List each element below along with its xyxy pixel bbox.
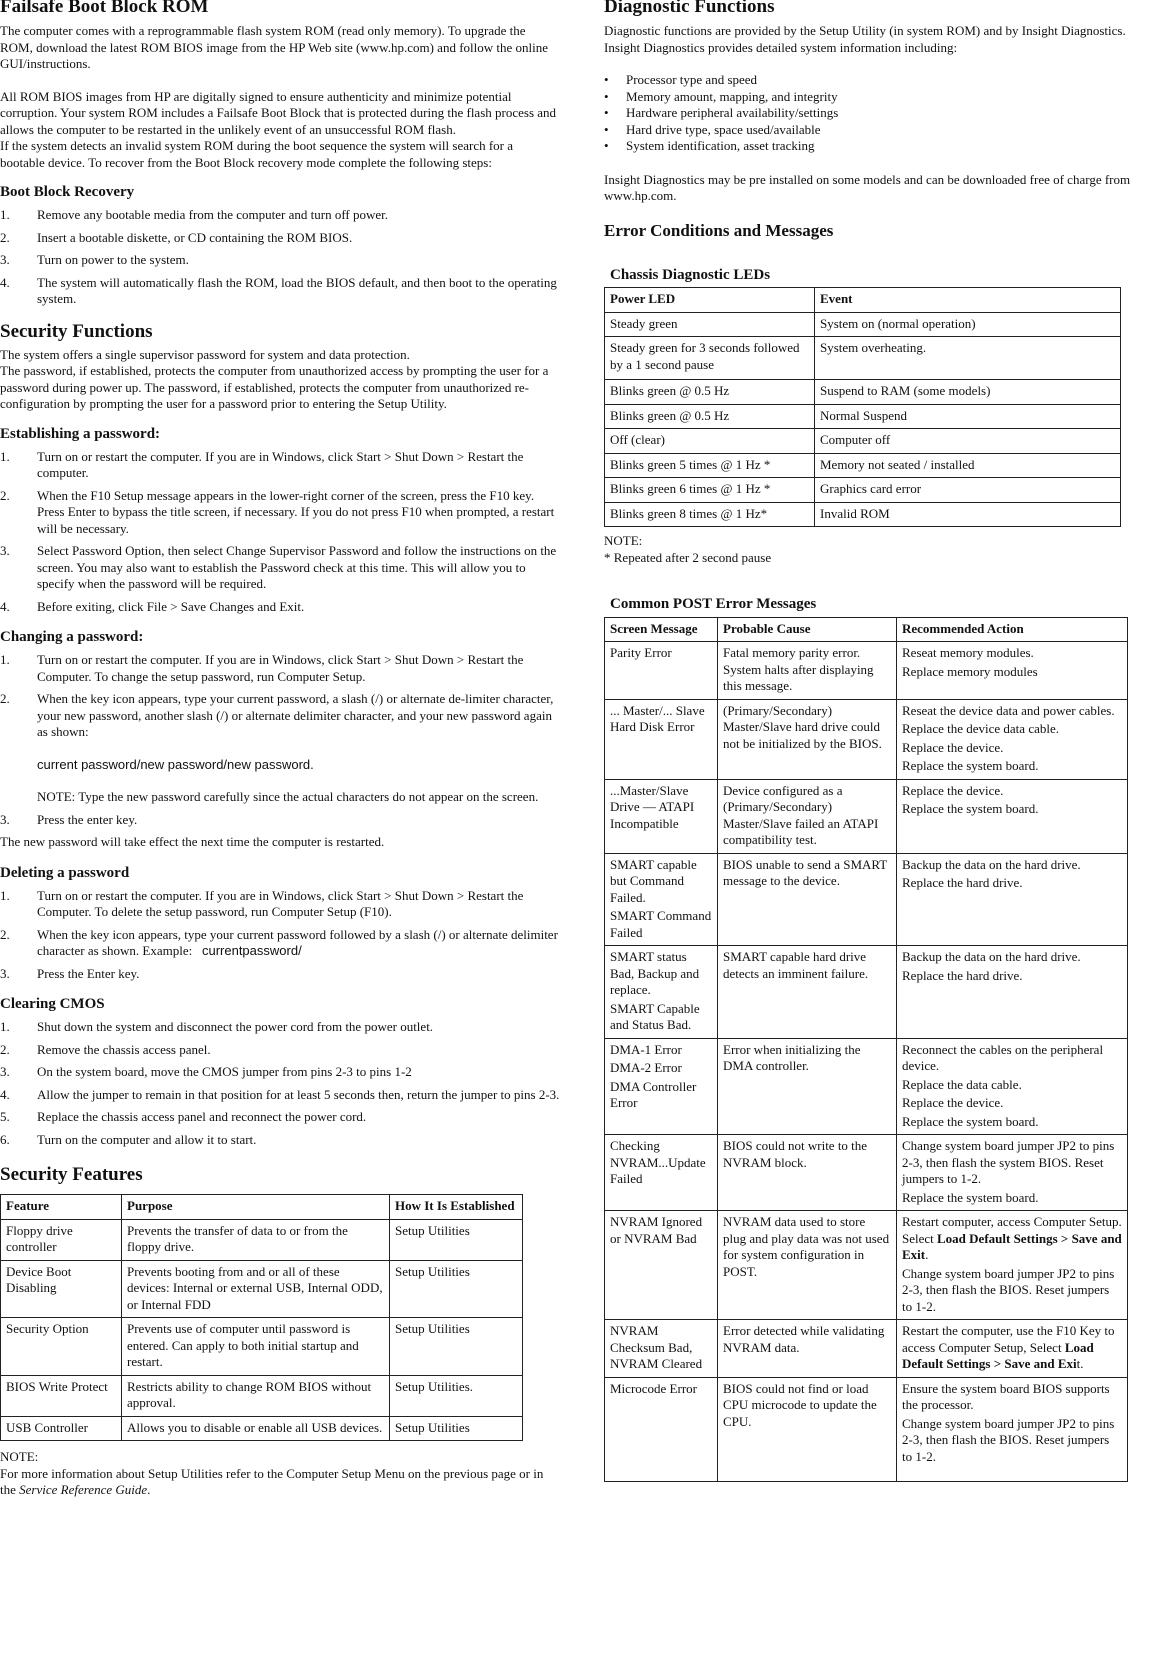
recommended-action: Replace the data cable.: [902, 1076, 1022, 1092]
table-row: [605, 404, 1121, 429]
recommended-action: Replace the hard drive.: [902, 875, 1023, 890]
table-row: [1, 1260, 523, 1318]
table-cell: Blinks green 6 times @ 1 Hz *: [605, 478, 815, 503]
table-cell: USB Controller: [1, 1416, 122, 1441]
recommended-action: Backup the data on the hard drive.: [902, 949, 1081, 964]
table-header-row: [1, 1195, 523, 1220]
deleting-list: [0, 888, 560, 983]
table-cell: [897, 1135, 1128, 1211]
table-row: [605, 699, 1128, 779]
recommended-action: Change system board jumper JP2 to pins 2-3, then flash the BIOS. Reset jumpers to 1-2.: [902, 1265, 1115, 1314]
table-row: [605, 502, 1121, 527]
table-cell: BIOS could not write to the NVRAM block.: [718, 1135, 897, 1211]
table-cell: BIOS unable to send a SMART message to the device.: [718, 853, 897, 946]
screen-message: NVRAM Checksum Bad, NVRAM Cleared: [610, 1323, 703, 1371]
leds-note: * Repeated after 2 second pause: [604, 549, 772, 565]
security-features-title: Security Features: [0, 1164, 143, 1185]
table-cell: [605, 1211, 718, 1320]
recommended-action: Replace the system board.: [902, 1189, 1039, 1205]
changing-after: The new password will take effect the next time the computer is restarted.: [0, 834, 385, 849]
table-cell: [897, 946, 1128, 1039]
table-cell: Restricts ability to change ROM BIOS without approval.: [122, 1375, 390, 1416]
table-cell: System overheating.: [815, 337, 1121, 380]
table-cell: Graphics card error: [815, 478, 1121, 503]
table-cell: Suspend to RAM (some models): [815, 380, 1121, 405]
table-cell: Setup Utilities: [390, 1260, 523, 1318]
table-cell: Setup Utilities.: [390, 1375, 523, 1416]
recommended-action: Restart computer, access Computer Setup. Select Load Default Settings > Save and Exit.: [902, 1214, 1122, 1262]
screen-message: Microcode Error: [610, 1380, 697, 1396]
table-cell: NVRAM data used to store plug and play data was not used for system configuration in POST.: [718, 1211, 897, 1320]
change-password-example: current password/new password/new password.: [37, 756, 314, 772]
table-cell: Setup Utilities: [390, 1318, 523, 1376]
table-row: [605, 642, 1128, 700]
diagnostic-bullets: [604, 72, 1158, 155]
cmos-title: Clearing CMOS: [0, 996, 105, 1012]
table-cell: [605, 1038, 718, 1135]
recommended-action: Reseat memory modules.: [902, 645, 1034, 660]
list-item: 4. The system will automatically flash the ROM, load the BIOS default, and then boot to the operating system.: [0, 274, 557, 306]
security-functions-p2: The password, if established, protects the computer from unauthorized access by prompting the user for a password during power up. The password, if established, protects the computer from unauthorized re-configuration by prompting the user for a password prior to entering the Setup Utility.: [0, 363, 549, 411]
list-item: 5. Replace the chassis access panel and reconnect the power cord.: [0, 1109, 367, 1124]
table-cell: Security Option: [1, 1318, 122, 1376]
table-row: [605, 1038, 1128, 1135]
table-header: Purpose: [122, 1195, 390, 1220]
table-row: [605, 312, 1121, 337]
right-column: [604, 0, 1158, 1482]
table-cell: Error detected while validating NVRAM data.: [718, 1320, 897, 1378]
leds-caption: Chassis Diagnostic LEDs: [610, 266, 771, 283]
leds-note-label: NOTE:: [604, 533, 643, 548]
list-item: 2. When the F10 Setup message appears in the lower-right corner of the screen, press the F10 key. Press Enter to bypass the title screen, if necessary. If you do not press F10 when prompted, a restart will be necessary.: [0, 487, 555, 536]
table-cell: Blinks green 5 times @ 1 Hz *: [605, 453, 815, 478]
table-row: [605, 478, 1121, 503]
recommended-action: Change system board jumper JP2 to pins 2-3, then flash the BIOS. Reset jumpers to 1-2.: [902, 1415, 1115, 1464]
screen-message: DMA-2 Error: [610, 1060, 682, 1075]
table-cell: Allows you to disable or enable all USB devices.: [122, 1416, 390, 1441]
chassis-leds-table: [604, 287, 1121, 527]
screen-message: Parity Error: [610, 645, 672, 660]
recommended-action: Replace the device data cable.: [902, 721, 1059, 736]
security-functions-p1: The system offers a single supervisor password for system and data protection.: [0, 346, 410, 362]
screen-message: SMART Command Failed: [610, 908, 712, 940]
table-cell: Setup Utilities: [390, 1416, 523, 1441]
boot-recovery-title: Boot Block Recovery: [0, 184, 135, 200]
table-header: Feature: [1, 1195, 122, 1220]
screen-message: SMART capable but Command Failed.: [610, 856, 697, 905]
error-conditions-title: Error Conditions and Messages: [604, 220, 834, 240]
screen-message: ... Master/... Slave Hard Disk Error: [610, 702, 705, 734]
list-item: 1. Turn on or restart the computer. If you are in Windows, click Start > Shut Down > Restart the computer.: [0, 448, 524, 480]
table-cell: SMART capable hard drive detects an imminent failure.: [718, 946, 897, 1039]
table-cell: [897, 779, 1128, 853]
list-item: 3. Turn on power to the system.: [0, 252, 189, 267]
table-header: Screen Message: [605, 617, 718, 642]
list-item: 4. Allow the jumper to remain in that position for at least 5 seconds then, return the jumper to pins 2-3.: [0, 1086, 560, 1102]
delete-password-example: currentpassword/: [201, 943, 302, 958]
list-item: 1. Turn on or restart the computer. If you are in Windows, click Start > Shut Down > Restart the Computer. To delete the setup password, run Computer Setup (F10).: [0, 887, 524, 919]
table-row: [605, 1135, 1128, 1211]
list-item: 1. Shut down the system and disconnect the power cord from the power outlet.: [0, 1019, 434, 1034]
recommended-action: Backup the data on the hard drive.: [902, 856, 1081, 872]
table-cell: Device configured as a (Primary/Secondary) Master/Slave failed an ATAPI compatibility test.: [718, 779, 897, 853]
table-header: Power LED: [605, 288, 815, 313]
list-item: 2. Remove the chassis access panel.: [0, 1041, 211, 1057]
service-guide-ref: Service Reference Guide: [19, 1482, 148, 1497]
table-cell: [897, 1377, 1128, 1482]
features-note-label: NOTE:: [0, 1449, 39, 1464]
table-row: [605, 1320, 1128, 1378]
recommended-action: Restart the computer, use the F10 Key to access Computer Setup, Select Load Default Settings > Save and Exit.: [902, 1323, 1115, 1371]
table-cell: [605, 1135, 718, 1211]
screen-message: ...Master/Slave Drive — ATAPI Incompatible: [610, 782, 695, 831]
table-row: [605, 1211, 1128, 1320]
recommended-action: Replace the device.: [902, 782, 1004, 798]
post-errors-table: [604, 617, 1128, 1483]
diagnostic-title: Diagnostic Functions: [604, 0, 775, 17]
post-caption: Common POST Error Messages: [610, 596, 817, 612]
table-cell: [897, 1038, 1128, 1135]
table-row: [1, 1416, 523, 1441]
table-cell: [605, 853, 718, 946]
table-cell: [897, 1320, 1128, 1378]
table-cell: Setup Utilities: [390, 1219, 523, 1260]
table-cell: [897, 1211, 1128, 1320]
establishing-title: Establishing a password:: [0, 425, 161, 442]
table-cell: Prevents the transfer of data to or from the floppy drive.: [122, 1219, 390, 1260]
list-item: • System identification, asset tracking: [604, 138, 815, 153]
failsafe-p2: All ROM BIOS images from HP are digitally signed to ensure authenticity and minimize potential corruption. Your system ROM includes a Failsafe Boot Block that is protected during the flash process and allows the computer to be restarted in the unlikely event of an unsuccessful ROM flash.: [0, 88, 557, 137]
table-cell: System on (normal operation): [815, 312, 1121, 337]
table-cell: Steady green for 3 seconds followed by a 1 second pause: [605, 337, 815, 380]
changing-title: Changing a password:: [0, 629, 144, 645]
recommended-action: Reseat the device data and power cables.: [902, 702, 1115, 718]
list-item: 3. Press the Enter key.: [0, 965, 140, 981]
table-cell: Memory not seated / installed: [815, 453, 1121, 478]
table-cell: [605, 1320, 718, 1378]
list-item: • Memory amount, mapping, and integrity: [604, 88, 838, 104]
table-header: Recommended Action: [897, 617, 1128, 642]
table-cell: [605, 699, 718, 779]
changing-list: [0, 652, 560, 828]
table-row: [1, 1219, 523, 1260]
table-row: [605, 853, 1128, 946]
list-item: 3. Press the enter key.: [0, 811, 138, 827]
recommended-action: Replace the device.: [902, 1095, 1004, 1110]
recommended-action: Replace the device.: [902, 739, 1004, 755]
features-note: For more information about Setup Utilities refer to the Computer Setup Menu on the previous page or in the Service Reference Guide.: [0, 1465, 544, 1497]
table-cell: Device Boot Disabling: [1, 1260, 122, 1318]
table-cell: Floppy drive controller: [1, 1219, 122, 1260]
list-item: • Processor type and speed: [604, 72, 758, 87]
boot-recovery-list: [0, 207, 560, 308]
failsafe-p3: If the system detects an invalid system ROM during the boot sequence the system will search for a bootable device. To recover from the Boot Block recovery mode complete the following steps:: [0, 138, 514, 170]
table-cell: [897, 853, 1128, 946]
failsafe-p1: The computer comes with a reprogrammable flash system ROM (read only memory). To upgrade the ROM, download the latest ROM BIOS image from the HP Web site (www.hp.com) and follow the online GUI/instructions.: [0, 23, 549, 71]
table-cell: Fatal memory parity error. System halts after displaying this message.: [718, 642, 897, 700]
list-item: 3. On the system board, move the CMOS jumper from pins 2-3 to pins 1-2: [0, 1064, 412, 1079]
table-row: [605, 1377, 1128, 1482]
table-header: Event: [815, 288, 1121, 313]
recommended-action: Replace the system board.: [902, 758, 1039, 773]
table-cell: [897, 642, 1128, 700]
screen-message: SMART status Bad, Backup and replace.: [610, 949, 700, 997]
table-header: Probable Cause: [718, 617, 897, 642]
screen-message: DMA Controller Error: [610, 1078, 697, 1110]
failsafe-title: Failsafe Boot Block ROM: [0, 0, 209, 17]
security-features-table: [0, 1194, 523, 1441]
table-cell: [605, 1377, 718, 1482]
table-cell: Computer off: [815, 429, 1121, 454]
diagnostic-p1: Diagnostic functions are provided by the Setup Utility (in system ROM) and by Insight Diagnostics. Insight Diagnostics provides detailed system information including:: [604, 23, 1126, 55]
table-row: [605, 946, 1128, 1039]
list-item: 1. Remove any bootable media from the computer and turn off power.: [0, 207, 389, 222]
security-functions-title: Security Functions: [0, 320, 153, 342]
list-item: 2. When the key icon appears, type your current password followed by a slash (/) or alternate delimiter character as shown. Example: currentpassword/: [0, 926, 558, 958]
list-item: 2. Insert a bootable diskette, or CD containing the ROM BIOS.: [0, 229, 353, 245]
left-column: [0, 0, 560, 1499]
table-cell: Prevents use of computer until password is entered. Can apply to both initial startup and restart.: [122, 1318, 390, 1376]
table-cell: (Primary/Secondary) Master/Slave hard drive could not be initialized by the BIOS.: [718, 699, 897, 779]
change-password-note: NOTE: Type the new password carefully since the actual characters do not appear on the screen.: [37, 789, 539, 804]
list-item: 3. Select Password Option, then select Change Supervisor Password and follow the instructions on the screen. You may also want to establish the Password check at this time. This will allow you to specify when the password will be required.: [0, 543, 557, 591]
table-header: How It Is Established: [390, 1195, 523, 1220]
table-cell: Steady green: [605, 312, 815, 337]
table-row: [1, 1318, 523, 1376]
list-item: 6. Turn on the computer and allow it to start.: [0, 1131, 257, 1147]
list-item: 1. Turn on or restart the computer. If you are in Windows, click Start > Shut Down > Restart the Computer. To change the setup password, run Computer Setup.: [0, 652, 524, 684]
recommended-action: Replace the system board.: [902, 1113, 1039, 1129]
screen-message: NVRAM Ignored or NVRAM Bad: [610, 1214, 703, 1246]
table-cell: [897, 699, 1128, 779]
table-cell: Error when initializing the DMA controller.: [718, 1038, 897, 1135]
cmos-list: [0, 1019, 560, 1148]
table-cell: Prevents booting from and or all of these devices: Internal or external USB, Internal ODD, or Internal FDD: [122, 1260, 390, 1318]
table-cell: Invalid ROM: [815, 502, 1121, 527]
recommended-action: Replace the system board.: [902, 801, 1039, 816]
table-cell: Blinks green @ 0.5 Hz: [605, 380, 815, 405]
recommended-action: Replace the hard drive.: [902, 967, 1023, 983]
table-cell: Blinks green @ 0.5 Hz: [605, 404, 815, 429]
diagnostic-p2: Insight Diagnostics may be pre installed on some models and can be downloaded free of charge from www.hp.com.: [604, 171, 1131, 203]
screen-message: DMA-1 Error: [610, 1041, 682, 1057]
list-item: • Hard drive type, space used/available: [604, 121, 821, 137]
table-header-row: [605, 288, 1121, 313]
recommended-action: Change system board jumper JP2 to pins 2-3, then flash the system BIOS. Reset jumpers to 1-2.: [902, 1138, 1115, 1186]
deleting-title: Deleting a password: [0, 864, 130, 881]
table-row: [605, 337, 1121, 380]
screen-message: SMART Capable and Status Bad.: [610, 1000, 700, 1032]
table-row: [605, 453, 1121, 478]
list-item: 4. Before exiting, click File > Save Changes and Exit.: [0, 598, 305, 614]
table-cell: Normal Suspend: [815, 404, 1121, 429]
table-cell: [605, 946, 718, 1039]
recommended-action: Replace memory modules: [902, 663, 1038, 679]
table-cell: Blinks green 8 times @ 1 Hz*: [605, 502, 815, 527]
table-cell: BIOS Write Protect: [1, 1375, 122, 1416]
table-row: [1, 1375, 523, 1416]
table-row: [605, 380, 1121, 405]
recommended-action: Ensure the system board BIOS supports the processor.: [902, 1380, 1110, 1412]
table-header-row: [605, 617, 1128, 642]
table-cell: BIOS could not find or load CPU microcode to update the CPU.: [718, 1377, 897, 1482]
screen-message: Checking NVRAM...Update Failed: [610, 1138, 706, 1186]
table-cell: [605, 779, 718, 853]
table-cell: Off (clear): [605, 429, 815, 454]
table-cell: [605, 642, 718, 700]
establishing-list: [0, 449, 560, 616]
table-row: [605, 429, 1121, 454]
list-item: 2. When the key icon appears, type your current password, a slash (/) or alternate de-limiter character, your new password, another slash (/) or alternate delimiter character, and your new password again as shown: current password/new password/new password. NOTE: Type the new password carefully since the actual characters do not appear on the screen.: [0, 691, 560, 806]
recommended-action: Reconnect the cables on the peripheral device.: [902, 1041, 1104, 1073]
list-item: • Hardware peripheral availability/settings: [604, 105, 839, 120]
table-row: [605, 779, 1128, 853]
